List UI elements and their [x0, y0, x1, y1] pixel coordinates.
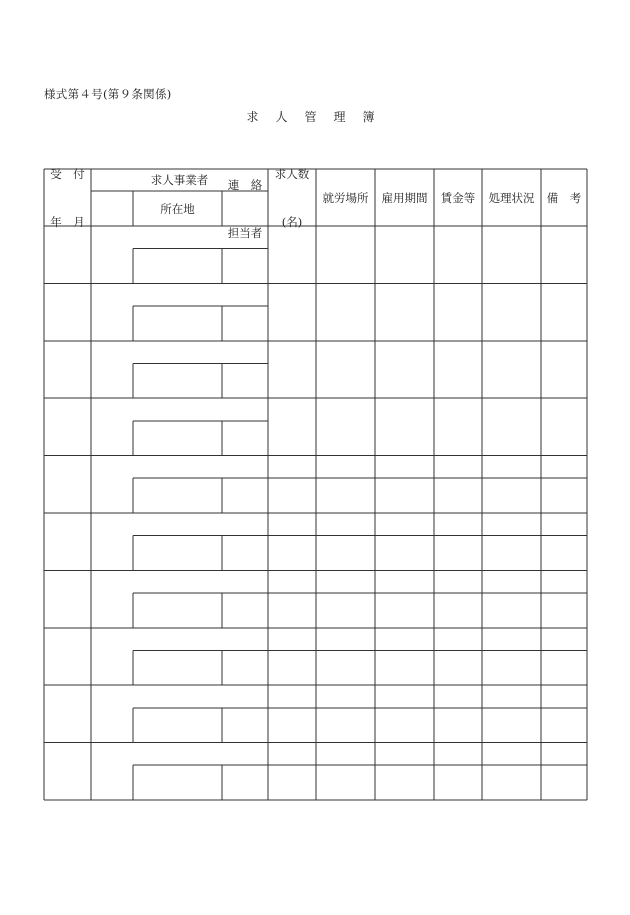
- header-remarks: 備 考: [546, 190, 582, 205]
- header-contact-person-line1: 連 絡: [227, 177, 263, 192]
- form-number: 様式第４号(第９条関係): [44, 87, 172, 101]
- header-openings: [268, 166, 316, 229]
- header-wages: 賃金等: [440, 190, 476, 205]
- header-openings-line2: (名): [281, 214, 303, 229]
- header-employment-period: 雇用期間: [381, 190, 428, 205]
- header-received-date-line2: 年 月: [50, 214, 85, 229]
- header-location: 所在地: [160, 201, 195, 216]
- header-processing-status: 処理状況: [488, 190, 535, 205]
- header-received-date-line1: 受 付: [50, 166, 85, 181]
- header-workplace: 就労場所: [322, 190, 369, 205]
- header-employer: 求人事業者: [150, 173, 209, 187]
- header-received-date: [44, 166, 91, 229]
- header-contact-person: [222, 177, 268, 240]
- document-title: 求人管理簿: [246, 110, 392, 124]
- header-openings-line1: 求人数: [274, 166, 310, 181]
- header-contact-person-line2: 担当者: [227, 225, 263, 240]
